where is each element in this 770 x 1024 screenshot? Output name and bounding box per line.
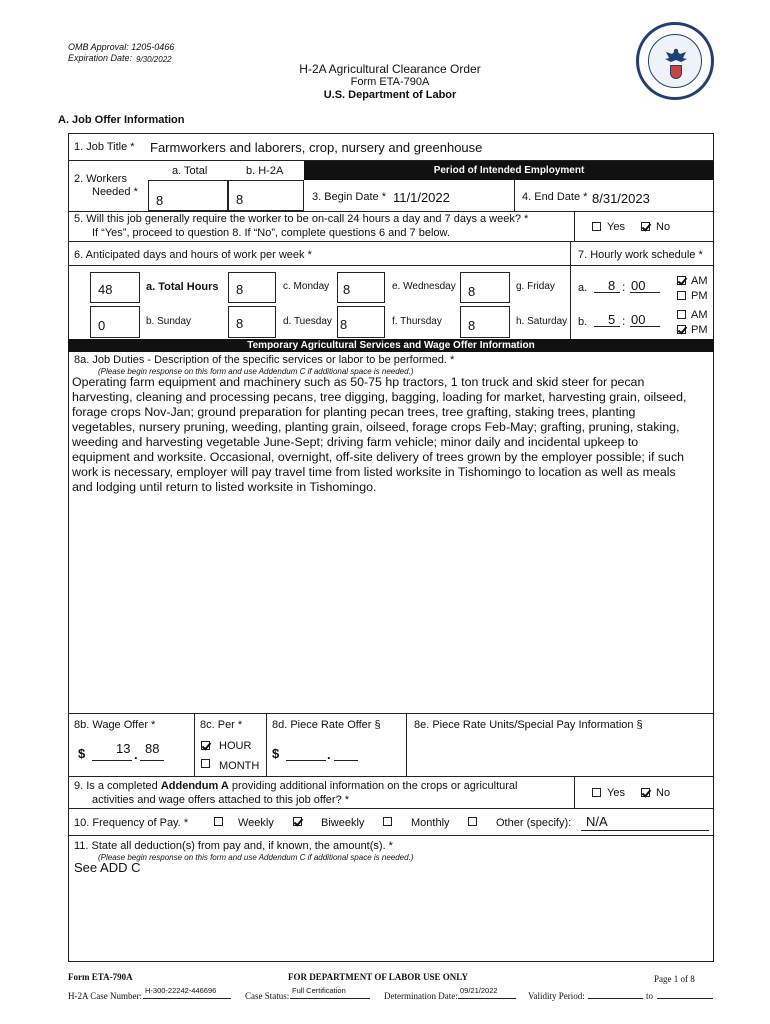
addendum-a-no-checkbox[interactable] bbox=[641, 788, 650, 797]
case-status-label: Case Status: bbox=[245, 991, 290, 1001]
monthly-checkbox[interactable] bbox=[383, 817, 392, 826]
job-duties-line: forage crops Nov-Jan; ground preparation for planting pecan trees, tree grafting, staking trees, planting bbox=[72, 405, 636, 419]
schedule-b-hour[interactable]: 5 bbox=[608, 312, 616, 327]
schedule-b-pm-label: PM bbox=[691, 324, 708, 336]
schedule-a-pm-label: PM bbox=[691, 290, 708, 302]
end-date-value[interactable]: 8/31/2023 bbox=[592, 191, 650, 206]
other-checkbox[interactable] bbox=[468, 817, 477, 826]
begin-date-value[interactable]: 11/1/2022 bbox=[393, 190, 450, 205]
schedule-b-minute[interactable]: 00 bbox=[631, 312, 646, 327]
job-duties-line: weeding and harvesting vegetable June-Sept; driving farm vehicle; minor daily and incidental upkeep to bbox=[72, 435, 639, 449]
workers-needed-label: 2. Workers bbox=[74, 173, 127, 185]
workers-h2a-label: b. H-2A bbox=[246, 165, 284, 177]
tuesday-label: d. Tuesday bbox=[283, 316, 332, 327]
addendum-a-question bbox=[74, 780, 517, 792]
per-label: 8c. Per * bbox=[200, 719, 243, 731]
schedule-b-am-checkbox[interactable] bbox=[677, 310, 686, 319]
expiration-value: 9/30/2022 bbox=[136, 55, 172, 64]
per-hour-label: HOUR bbox=[219, 740, 252, 752]
monthly-label: Monthly bbox=[411, 817, 450, 829]
wage-dollars-value[interactable]: 13 bbox=[116, 741, 131, 756]
footer-form-name: Form ETA-790A bbox=[68, 972, 133, 982]
other-value[interactable]: N/A bbox=[586, 814, 608, 829]
case-status-value: Full Certification bbox=[292, 986, 346, 995]
on-call-instruction: If “Yes”, proceed to question 8. If “No”, complete questions 6 and 7 below. bbox=[92, 227, 450, 239]
determination-label: Determination Date: bbox=[384, 991, 458, 1001]
on-call-yes-label: Yes bbox=[607, 221, 625, 233]
addendum-a-question-2: activities and wage offers attached to this job offer? * bbox=[92, 794, 350, 806]
biweekly-label: Biweekly bbox=[321, 817, 365, 829]
workers-needed-label-2: Needed * bbox=[92, 186, 138, 198]
determination-value: 09/21/2022 bbox=[460, 986, 498, 995]
wage-dot: . bbox=[134, 747, 138, 762]
job-duties-line: and lodging until return to listed worksite in Tishomingo. bbox=[72, 480, 377, 494]
work-schedule-label: 7. Hourly work schedule * bbox=[578, 249, 703, 261]
on-call-yes-checkbox[interactable] bbox=[592, 222, 601, 231]
schedule-b-label: b. bbox=[578, 316, 588, 328]
thursday-value: 8 bbox=[468, 318, 476, 333]
form-title: H-2A Agricultural Clearance Order bbox=[299, 62, 481, 76]
on-call-no-label: No bbox=[656, 221, 671, 233]
weekly-checkbox[interactable] bbox=[214, 817, 223, 826]
job-duties-line: harvesting, cleaning and processing pecans, tree digging, bagging, loading for market, harvesting grain, oilseed, bbox=[72, 390, 687, 404]
job-duties-note: (Please begin response on this form and use Addendum C if additional space is needed.) bbox=[98, 367, 414, 376]
begin-date-label: 3. Begin Date * bbox=[312, 191, 386, 203]
addendum-a-no-label: No bbox=[656, 787, 671, 799]
job-title-value[interactable]: Farmworkers and laborers, crop, nursery and greenhouse bbox=[150, 140, 483, 155]
thursday-label: f. Thursday bbox=[392, 316, 442, 327]
on-call-no-checkbox[interactable] bbox=[641, 222, 650, 231]
schedule-a-label: a. bbox=[578, 282, 588, 294]
deductions-note: (Please begin response on this form and use Addendum C if additional space is needed.) bbox=[98, 853, 414, 862]
monday-hours-value: 8 bbox=[343, 282, 351, 297]
other-label: Other (specify): bbox=[496, 817, 572, 829]
workers-h2a-value: 8 bbox=[236, 192, 244, 207]
sunday-value: 8 bbox=[236, 316, 244, 331]
sunday-label: b. Sunday bbox=[146, 316, 192, 327]
friday-label: g. Friday bbox=[516, 281, 555, 292]
schedule-b-am-label: AM bbox=[691, 309, 708, 321]
total-hours-value: 48 bbox=[98, 282, 113, 297]
job-title-label: 1. Job Title * bbox=[74, 141, 135, 153]
wage-cents-value[interactable]: 88 bbox=[145, 741, 160, 756]
workers-total-value: 8 bbox=[156, 193, 164, 208]
workers-total-label: a. Total bbox=[172, 165, 208, 177]
temp-services-bar: Temporary Agricultural Services and Wage Offer Information bbox=[68, 339, 714, 352]
schedule-a-minute[interactable]: 00 bbox=[631, 278, 646, 293]
addendum-a-yes-label: Yes bbox=[607, 787, 625, 799]
footer-dol-use: FOR DEPARTMENT OF LABOR USE ONLY bbox=[288, 972, 468, 982]
addendum-a-yes-checkbox[interactable] bbox=[592, 788, 601, 797]
job-duties-line: equipment and worksite. Occasional, overnight, off-site delivery of trees grown by the employer possible; if such bbox=[72, 450, 685, 464]
deductions-label: 11. State all deduction(s) from pay and, if known, the amount(s). * bbox=[74, 840, 393, 852]
row2-total-value: 0 bbox=[98, 318, 106, 333]
wage-offer-label: 8b. Wage Offer * bbox=[74, 719, 156, 731]
monday-label: c. Monday bbox=[283, 281, 330, 292]
department-name: U.S. Department of Labor bbox=[323, 89, 457, 101]
dol-seal-icon bbox=[636, 22, 714, 100]
job-duties-line: Operating farm equipment and machinery such as 50-75 hp tractors, 1 ton truck and skid steer for pecan bbox=[72, 375, 645, 389]
biweekly-checkbox[interactable] bbox=[293, 817, 302, 826]
case-number-value: H-300-22242-446696 bbox=[145, 986, 217, 995]
addendum-a-post: providing additional information on the crops or agricultural bbox=[228, 780, 518, 792]
footer-page: Page 1 of 8 bbox=[654, 974, 695, 984]
job-duties-line: vegetables, nursery pruning, weeding, planting grain, oilseed, forage crops Feb-May; grafting, pruning, staking, bbox=[72, 420, 680, 434]
schedule-a-pm-checkbox[interactable] bbox=[677, 291, 686, 300]
validity-label: Validity Period: bbox=[528, 991, 585, 1001]
per-hour-checkbox[interactable] bbox=[201, 741, 210, 750]
omb-approval: OMB Approval: 1205-0466 bbox=[68, 42, 175, 52]
days-hours-label: 6. Anticipated days and hours of work per week * bbox=[74, 249, 312, 261]
per-month-checkbox[interactable] bbox=[201, 759, 210, 768]
piece-rate-units-label: 8e. Piece Rate Units/Special Pay Information § bbox=[414, 719, 643, 731]
pay-frequency-label: 10. Frequency of Pay. * bbox=[74, 817, 189, 829]
job-duties-label: 8a. Job Duties - Description of the specific services or labor to be performed. * bbox=[74, 354, 455, 366]
deductions-value[interactable]: See ADD C bbox=[74, 860, 141, 875]
piece-rate-dollar-sign: $ bbox=[272, 746, 280, 761]
on-call-question: 5. Will this job generally require the worker to be on-call 24 hours a day and 7 days a week? * bbox=[74, 213, 529, 225]
job-duties-text[interactable] bbox=[72, 375, 712, 495]
per-month-label: MONTH bbox=[219, 760, 260, 772]
piece-rate-label: 8d. Piece Rate Offer § bbox=[272, 719, 381, 731]
schedule-b-colon: : bbox=[622, 314, 626, 328]
schedule-a-hour[interactable]: 8 bbox=[608, 278, 616, 293]
saturday-label: h. Saturday bbox=[516, 316, 568, 327]
period-of-employment-bar: Period of Intended Employment bbox=[304, 161, 714, 180]
schedule-a-am-checkbox[interactable] bbox=[677, 276, 686, 285]
addendum-a-pre: 9. Is a completed bbox=[74, 780, 161, 792]
expiration-label: Expiration Date: bbox=[68, 53, 133, 63]
wage-dollar-sign: $ bbox=[78, 746, 86, 761]
tuesday-value: 8 bbox=[340, 317, 348, 332]
schedule-a-am-label: AM bbox=[691, 275, 708, 287]
section-a-title: A. Job Offer Information bbox=[58, 114, 185, 126]
addendum-a-bold: Addendum A bbox=[160, 780, 229, 792]
schedule-a-colon: : bbox=[622, 280, 626, 294]
end-date-label: 4. End Date * bbox=[522, 191, 588, 203]
wednesday-value: 8 bbox=[468, 284, 476, 299]
job-duties-line: work is necessary, employer will pay travel time from listed worksite in Tishomingo to location as well as meals bbox=[72, 465, 676, 479]
form-number: Form ETA-790A bbox=[350, 76, 430, 88]
wednesday-label: e. Wednesday bbox=[392, 281, 456, 292]
piece-rate-dot: . bbox=[327, 747, 331, 762]
weekly-label: Weekly bbox=[238, 817, 274, 829]
total-hours-label: a. Total Hours bbox=[146, 281, 219, 293]
validity-to: to bbox=[646, 991, 654, 1001]
schedule-b-pm-checkbox[interactable] bbox=[677, 325, 686, 334]
monday-value: 8 bbox=[236, 282, 244, 297]
case-number-label: H-2A Case Number: bbox=[68, 991, 142, 1001]
